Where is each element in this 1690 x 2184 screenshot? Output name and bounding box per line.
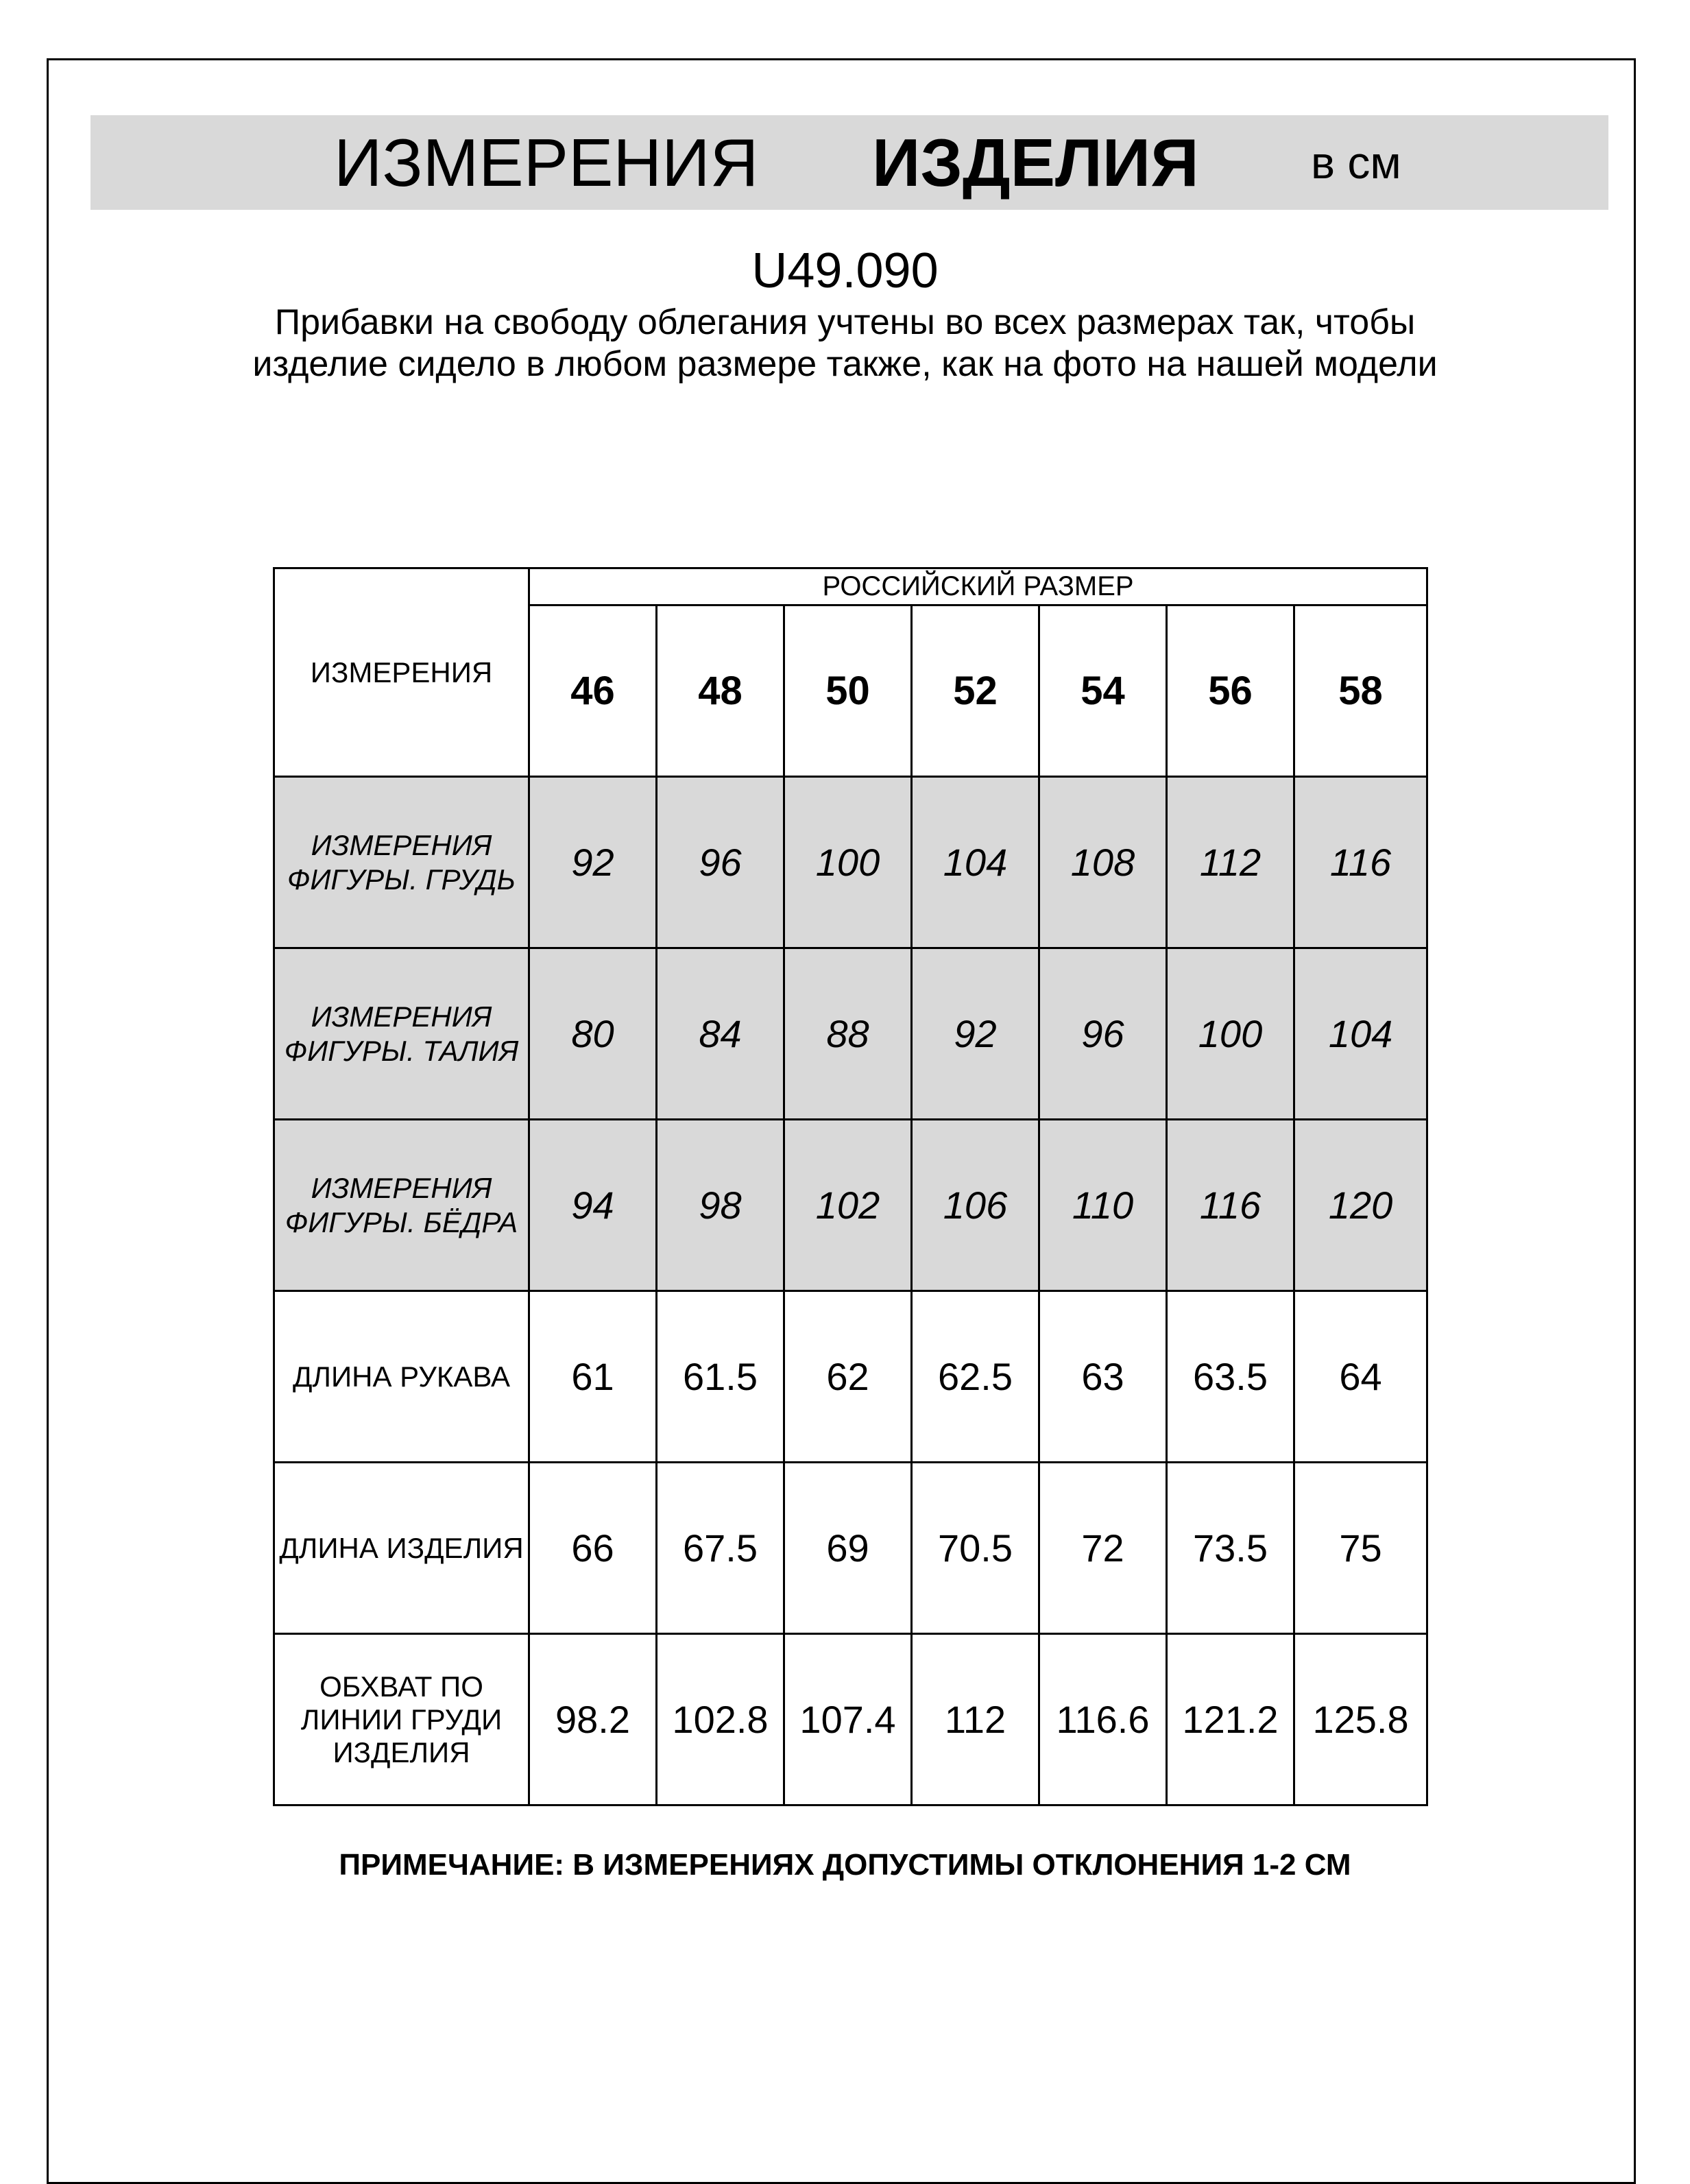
table-cell: 104 xyxy=(1294,948,1427,1120)
table-cell: 107.4 xyxy=(784,1634,912,1805)
size-header-cell: 58 xyxy=(1294,605,1427,777)
table-cell: 92 xyxy=(529,777,657,948)
table-cell: 108 xyxy=(1039,777,1167,948)
table-cell: 72 xyxy=(1039,1463,1167,1634)
table-cell: 61.5 xyxy=(657,1291,784,1463)
table-cell: 92 xyxy=(912,948,1039,1120)
table-cell: 63.5 xyxy=(1167,1291,1294,1463)
product-sku: U49.090 xyxy=(751,243,939,298)
size-header-cell: 46 xyxy=(529,605,657,777)
table-row xyxy=(274,1634,1427,1805)
size-header-cell: 52 xyxy=(912,605,1039,777)
table-cell: 100 xyxy=(784,777,912,948)
row-label: ДЛИНА ИЗДЕЛИЯ xyxy=(274,1463,529,1634)
table-cell: 102.8 xyxy=(657,1634,784,1805)
table-cell: 104 xyxy=(912,777,1039,948)
table-cell: 120 xyxy=(1294,1120,1427,1291)
table-cell: 70.5 xyxy=(912,1463,1039,1634)
measurements-header: ИЗМЕРЕНИЯ xyxy=(274,568,529,777)
table-cell: 62 xyxy=(784,1291,912,1463)
size-header-cell: 50 xyxy=(784,605,912,777)
table-cell: 121.2 xyxy=(1167,1634,1294,1805)
table-cell: 100 xyxy=(1167,948,1294,1120)
table-cell: 62.5 xyxy=(912,1291,1039,1463)
table-cell: 94 xyxy=(529,1120,657,1291)
table-row xyxy=(274,1120,1427,1291)
size-header-cell: 48 xyxy=(657,605,784,777)
row-label: ИЗМЕРЕНИЯ ФИГУРЫ. ТАЛИЯ xyxy=(274,948,529,1120)
fit-description: Прибавки на свободу облегания учтены во всех размерах так, чтобы изделие сидело в любом размере также, как на фото на нашей модели xyxy=(252,302,1438,384)
row-label: ИЗМЕРЕНИЯ ФИГУРЫ. ГРУДЬ xyxy=(274,777,529,948)
table-row xyxy=(274,777,1427,948)
table-cell: 125.8 xyxy=(1294,1634,1427,1805)
table-cell: 75 xyxy=(1294,1463,1427,1634)
russian-size-header: РОССИЙСКИЙ РАЗМЕР xyxy=(529,568,1427,605)
table-row xyxy=(274,1291,1427,1463)
row-label: ДЛИНА РУКАВА xyxy=(274,1291,529,1463)
table-cell: 73.5 xyxy=(1167,1463,1294,1634)
size-table xyxy=(273,567,1428,1806)
size-header-cell: 54 xyxy=(1039,605,1167,777)
title-band xyxy=(90,115,1608,210)
row-label: ИЗМЕРЕНИЯ ФИГУРЫ. БЁДРА xyxy=(274,1120,529,1291)
table-cell: 66 xyxy=(529,1463,657,1634)
table-cell: 63 xyxy=(1039,1291,1167,1463)
title-units: в см xyxy=(1311,137,1401,188)
table-cell: 80 xyxy=(529,948,657,1120)
tolerance-note: ПРИМЕЧАНИЕ: В ИЗМЕРЕНИЯХ ДОПУСТИМЫ ОТКЛОНЕНИЯ 1-2 СМ xyxy=(339,1848,1351,1882)
table-cell: 64 xyxy=(1294,1291,1427,1463)
table-cell: 106 xyxy=(912,1120,1039,1291)
table-row xyxy=(274,948,1427,1120)
table-cell: 110 xyxy=(1039,1120,1167,1291)
table-cell: 112 xyxy=(912,1634,1039,1805)
table-cell: 102 xyxy=(784,1120,912,1291)
table-cell: 61 xyxy=(529,1291,657,1463)
title-measurements: ИЗМЕРЕНИЯ xyxy=(334,125,759,200)
table-cell: 116 xyxy=(1167,1120,1294,1291)
table-cell: 116 xyxy=(1294,777,1427,948)
table-cell: 98.2 xyxy=(529,1634,657,1805)
table-cell: 96 xyxy=(1039,948,1167,1120)
table-cell: 116.6 xyxy=(1039,1634,1167,1805)
size-header-cell: 56 xyxy=(1167,605,1294,777)
row-label: ОБХВАТ ПО ЛИНИИ ГРУДИ ИЗДЕЛИЯ xyxy=(274,1634,529,1805)
table-cell: 84 xyxy=(657,948,784,1120)
table-cell: 67.5 xyxy=(657,1463,784,1634)
header-row-group xyxy=(274,568,1427,605)
table-row xyxy=(274,1463,1427,1634)
table-cell: 96 xyxy=(657,777,784,948)
table-cell: 69 xyxy=(784,1463,912,1634)
table-cell: 88 xyxy=(784,948,912,1120)
table-cell: 98 xyxy=(657,1120,784,1291)
title-product: ИЗДЕЛИЯ xyxy=(872,125,1199,200)
table-cell: 112 xyxy=(1167,777,1294,948)
